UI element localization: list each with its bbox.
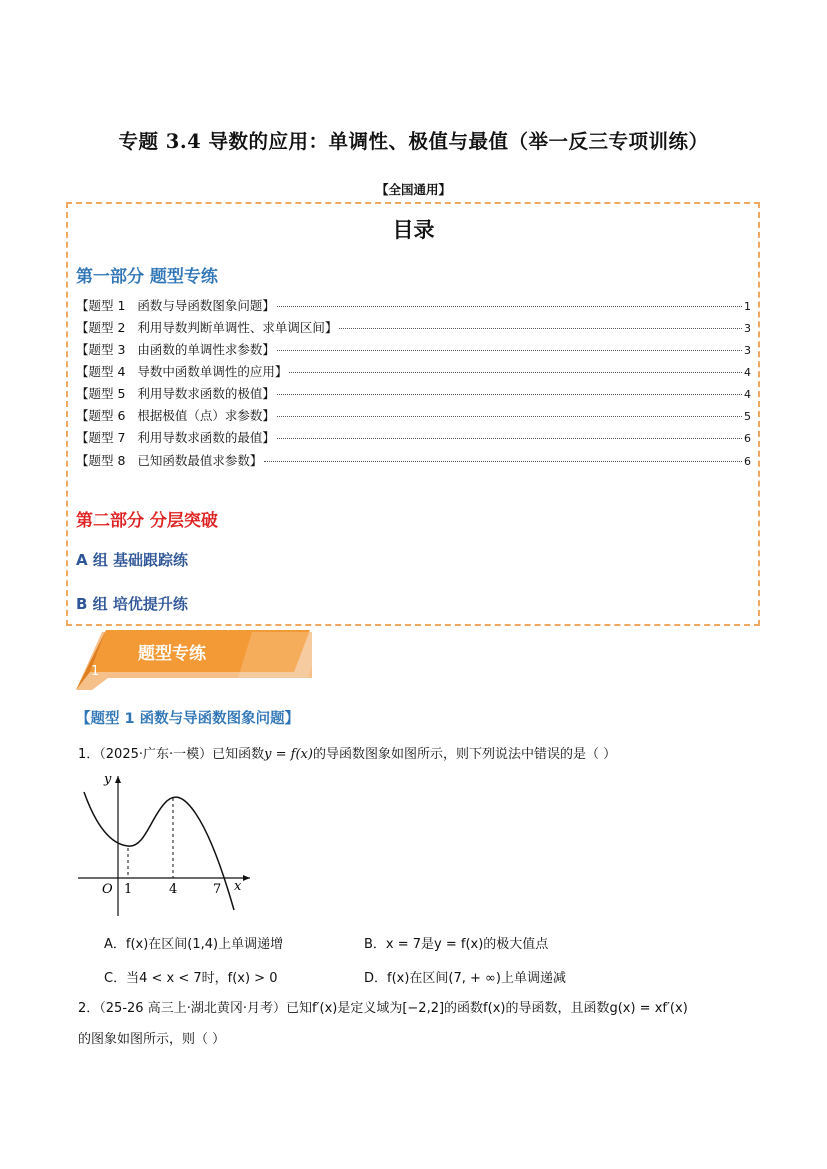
toc-group-b[interactable]: B 组 培优提升练: [76, 595, 188, 613]
toc-leader-dots: [277, 416, 742, 417]
question-text: 的导函数图象如图所示，则下列说法中错误的是（ ）: [312, 747, 617, 762]
section-title: 【题型 1 函数与导函数图象问题】: [76, 711, 300, 727]
toc-part2-heading[interactable]: 第二部分 分层突破: [76, 511, 218, 531]
question-number: 2．: [78, 1001, 100, 1016]
toc-item-page: 3: [744, 322, 751, 335]
question-text: 已知函数: [212, 747, 265, 762]
question-2-stem: [78, 999, 758, 1019]
x-axis-label: x: [234, 879, 242, 894]
toc-item-label: 【题型 1 函数与导函数图象问题】: [76, 298, 275, 313]
toc-item[interactable]: [76, 428, 751, 448]
option-d[interactable]: D．f(x)在区间(7, + ∞)上单调递减: [364, 971, 566, 986]
function-expr: y = f(x): [264, 747, 313, 762]
toc-item[interactable]: [76, 340, 751, 360]
question-1-stem: [78, 745, 758, 765]
toc-item-page: 4: [744, 366, 751, 379]
toc-leader-dots: [264, 461, 742, 462]
toc-item-page: 1: [744, 300, 751, 313]
toc-item-label: 【题型 6 根据极值（点）求参数】: [76, 408, 275, 423]
toc-heading: 目录: [392, 218, 435, 242]
toc-item[interactable]: [76, 362, 751, 382]
derivative-graph: [74, 770, 254, 918]
toc-item[interactable]: [76, 318, 751, 338]
toc-leader-dots: [277, 306, 742, 307]
toc-item-label: 【题型 5 利用导数求函数的极值】: [76, 386, 275, 401]
toc-item-page: 6: [744, 432, 751, 445]
page-title: 专题 3.4 导数的应用：单调性、极值与最值（举一反三专项训练）: [118, 130, 709, 153]
tick-label: 1: [124, 882, 133, 897]
toc-item-label: 【题型 7 利用导数求函数的最值】: [76, 430, 275, 445]
toc-item-page: 5: [744, 410, 751, 423]
toc-leader-dots: [339, 328, 742, 329]
toc-item-page: 4: [744, 388, 751, 401]
toc-item-label: 【题型 4 导数中函数单调性的应用】: [76, 364, 288, 379]
question-source: （2025·广东·一模）: [99, 747, 213, 762]
toc-group-a[interactable]: A 组 基础跟踪练: [76, 551, 189, 569]
tick-label: 4: [169, 882, 178, 897]
toc-leader-dots: [277, 438, 742, 439]
toc-leader-dots: [277, 350, 742, 351]
toc-item[interactable]: [76, 451, 751, 471]
toc-leader-dots: [289, 372, 742, 373]
question-number: 1．: [78, 747, 100, 762]
toc-item[interactable]: [76, 296, 751, 316]
toc-leader-dots: [277, 394, 742, 395]
toc-item[interactable]: [76, 406, 751, 426]
question-text: 已知f′(x)是定义域为[−2,2]的函数f(x)的导函数，且函数g(x) = xf′(x): [285, 1001, 688, 1016]
toc-part1-heading: 第一部分 题型专练: [76, 267, 218, 287]
toc-item-page: 6: [744, 455, 751, 468]
toc-item-label: 【题型 2 利用导数判断单调性、求单调区间】: [76, 320, 338, 335]
page-subtitle: 【全国通用】: [375, 182, 451, 197]
question-2-stem-cont: 的图象如图所示，则（ ）: [78, 1032, 226, 1047]
y-axis-label: y: [104, 772, 112, 787]
toc-item-page: 3: [744, 344, 751, 357]
origin-label: O: [102, 882, 113, 897]
option-b[interactable]: B．x = 7是y = f(x)的极大值点: [364, 937, 549, 952]
question-source: （25-26 高三上·湖北黄冈·月考）: [99, 1001, 286, 1016]
tick-label: 7: [213, 882, 222, 897]
banner-number: 1: [91, 664, 100, 679]
option-c[interactable]: C．当4 < x < 7时，f(x) > 0: [104, 971, 278, 986]
banner-label: 题型专练: [138, 644, 206, 664]
toc-item-label: 【题型 8 已知函数最值求参数】: [76, 453, 263, 468]
toc-item-label: 【题型 3 由函数的单调性求参数】: [76, 342, 275, 357]
toc-item[interactable]: [76, 384, 751, 404]
option-a[interactable]: A．f(x)在区间(1,4)上单调递增: [104, 937, 284, 952]
